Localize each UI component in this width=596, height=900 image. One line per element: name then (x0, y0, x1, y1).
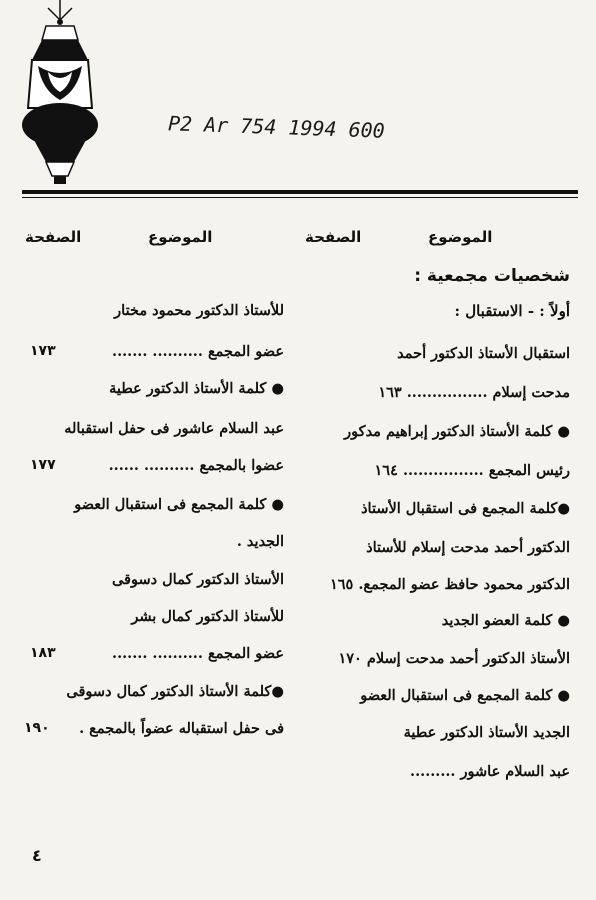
toc-line-left: عضو المجمع .......... ....... (112, 645, 284, 662)
toc-line-right: مدحت إسلام ................ ١٦٣ (378, 384, 570, 401)
toc-line-left: ● كلمة المجمع فى استقبال العضو (74, 496, 284, 513)
toc-line-left: الأستاذ الدكتور كمال دسوقى (111, 571, 284, 588)
toc-line-left: عضوا بالمجمع .......... ...... (108, 457, 284, 474)
page-number-entry: ١٩٠ (24, 720, 50, 736)
toc-line-left: فى حفل استقباله عضواً بالمجمع . (79, 720, 284, 737)
toc-line-right: الجديد الأستاذ الدكتور عطية (403, 724, 570, 741)
toc-line-right: عبد السلام عاشور ......... (410, 763, 570, 780)
toc-line-right: ● كلمة المجمع فى استقبال العضو (360, 687, 570, 704)
toc-line-left: ●كلمة الأستاذ الدكتور كمال دسوقى (66, 683, 284, 700)
toc-line-left: عضو المجمع .......... ....... (112, 343, 284, 360)
toc-line-right: رئيس المجمع ................ ١٦٤ (374, 462, 570, 479)
toc-line-right: ● كلمة العضو الجديد (441, 612, 570, 629)
page-number-entry: ١٧٣ (30, 343, 56, 359)
header-rule-thick (22, 190, 578, 194)
toc-line-left: الجديد . (236, 533, 284, 550)
lantern-illustration (18, 0, 102, 190)
toc-line-right: أولاً : - الاستقبال : (454, 302, 570, 320)
toc-line-right: الدكتور محمود حافظ عضو المجمع. ١٦٥ (329, 576, 570, 593)
page-number: ٤ (32, 846, 42, 865)
toc-line-right: استقبال الأستاذ الدكتور أحمد (397, 345, 570, 362)
toc-line-left: ● كلمة الأستاذ الدكتور عطية (109, 380, 284, 397)
header-left-page: الصفحة (25, 228, 82, 246)
toc-line-right: ● كلمة الأستاذ الدكتور إبراهيم مدكور (344, 423, 570, 440)
toc-line-right: ●كلمة المجمع فى استقبال الأستاذ (361, 500, 570, 517)
handwritten-catalog-note: P2 Ar 754 1994 600 (167, 111, 386, 143)
header-right-subject: الموضوع (428, 228, 493, 246)
header-rule-thin (22, 197, 578, 198)
page-number-entry: ١٧٧ (30, 457, 56, 473)
toc-line-left: عبد السلام عاشور فى حفل استقباله (64, 420, 284, 437)
toc-line-left: للأستاذ الدكتور كمال بشر (131, 608, 284, 625)
toc-line-right: الأستاذ الدكتور أحمد مدحت إسلام ١٧٠ (338, 650, 570, 667)
header-left-subject: الموضوع (148, 228, 213, 246)
toc-line-left: للأستاذ الدكتور محمود مختار (114, 302, 284, 319)
page-number-entry: ١٨٣ (30, 645, 56, 661)
section-title: شخصيات مجمعية : (414, 266, 570, 286)
toc-line-right: الدكتور أحمد مدحت إسلام للأستاذ (366, 539, 570, 556)
header-right-page: الصفحة (305, 228, 362, 246)
